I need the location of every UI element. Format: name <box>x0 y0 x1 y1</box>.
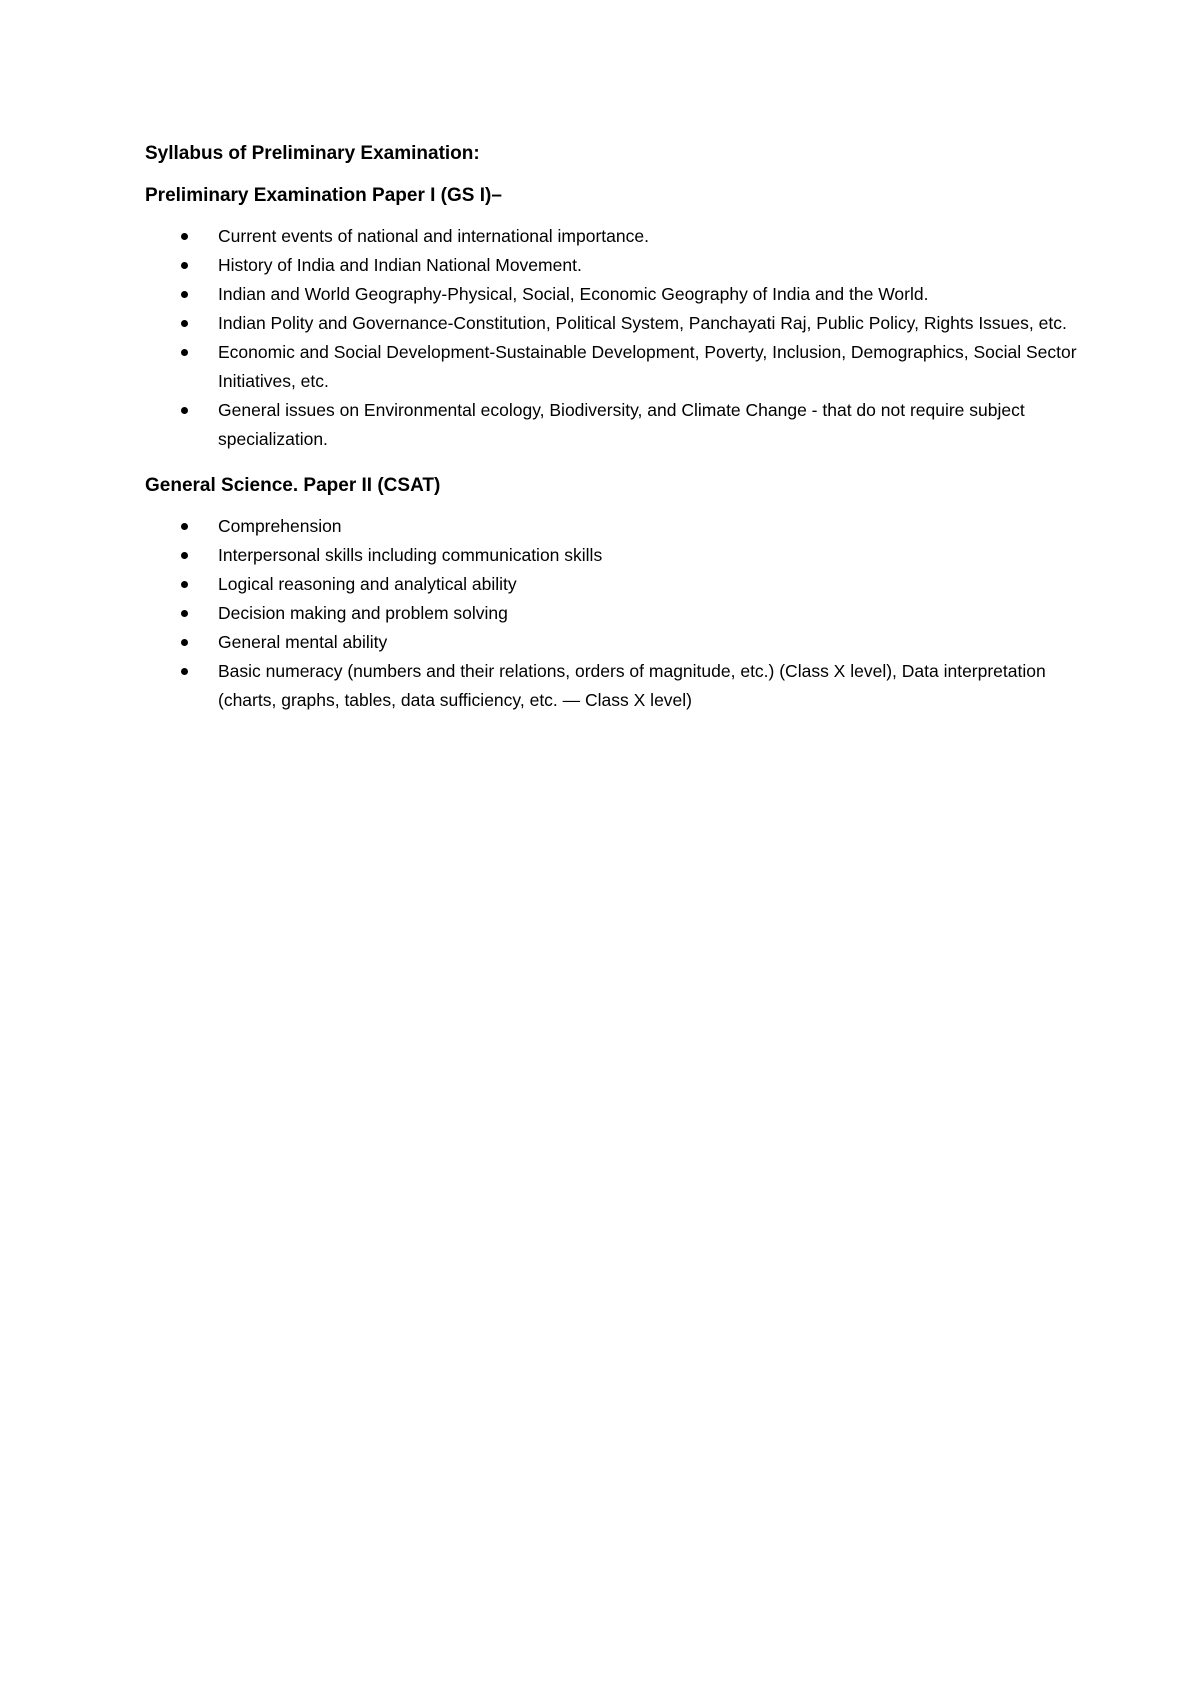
list-item <box>145 541 1085 570</box>
list-item <box>145 280 1085 309</box>
bullet-icon <box>181 291 188 298</box>
list-item-text: Comprehension <box>218 516 342 536</box>
list-item-text: Basic numeracy (numbers and their relations, orders of magnitude, etc.) (Class X level), Data interpretation (charts, graphs, tables, data sufficiency, etc. — Class X level) <box>218 661 1046 710</box>
list-item-text: General mental ability <box>218 632 388 652</box>
bullet-icon <box>181 262 188 269</box>
bullet-icon <box>181 233 188 240</box>
bullet-icon <box>181 639 188 646</box>
paper-2-heading: General Science. Paper II (CSAT) <box>145 475 441 496</box>
list-item <box>145 657 1085 715</box>
list-item <box>145 309 1085 338</box>
list-item <box>145 222 1085 251</box>
document-page <box>145 142 1085 715</box>
list-item <box>145 628 1085 657</box>
list-item <box>145 599 1085 628</box>
bullet-icon <box>181 320 188 327</box>
list-item-text: General issues on Environmental ecology, Biodiversity, and Climate Change - that do not require subject specialization. <box>218 400 1025 449</box>
paper-1-list <box>145 222 1085 454</box>
paper-1-heading: Preliminary Examination Paper I (GS I)– <box>145 185 502 206</box>
bullet-icon <box>181 581 188 588</box>
list-item <box>145 570 1085 599</box>
list-item <box>145 512 1085 541</box>
paper-2-list <box>145 512 1085 715</box>
list-item <box>145 396 1085 454</box>
list-item <box>145 251 1085 280</box>
bullet-icon <box>181 407 188 414</box>
list-item-text: Current events of national and international importance. <box>218 226 649 246</box>
list-item-text: History of India and Indian National Movement. <box>218 255 582 275</box>
bullet-icon <box>181 552 188 559</box>
list-item-text: Indian and World Geography-Physical, Social, Economic Geography of India and the World. <box>218 284 929 304</box>
bullet-icon <box>181 523 188 530</box>
list-item-text: Economic and Social Development-Sustainable Development, Poverty, Inclusion, Demographics, Social Sector Initiatives, etc. <box>218 342 1077 391</box>
list-item <box>145 338 1085 396</box>
list-item-text: Logical reasoning and analytical ability <box>218 574 517 594</box>
bullet-icon <box>181 610 188 617</box>
document-title: Syllabus of Preliminary Examination: <box>145 143 480 164</box>
list-item-text: Indian Polity and Governance-Constitution, Political System, Panchayati Raj, Public Policy, Rights Issues, etc. <box>218 313 1067 333</box>
bullet-icon <box>181 668 188 675</box>
list-item-text: Interpersonal skills including communication skills <box>218 545 603 565</box>
bullet-icon <box>181 349 188 356</box>
list-item-text: Decision making and problem solving <box>218 603 508 623</box>
